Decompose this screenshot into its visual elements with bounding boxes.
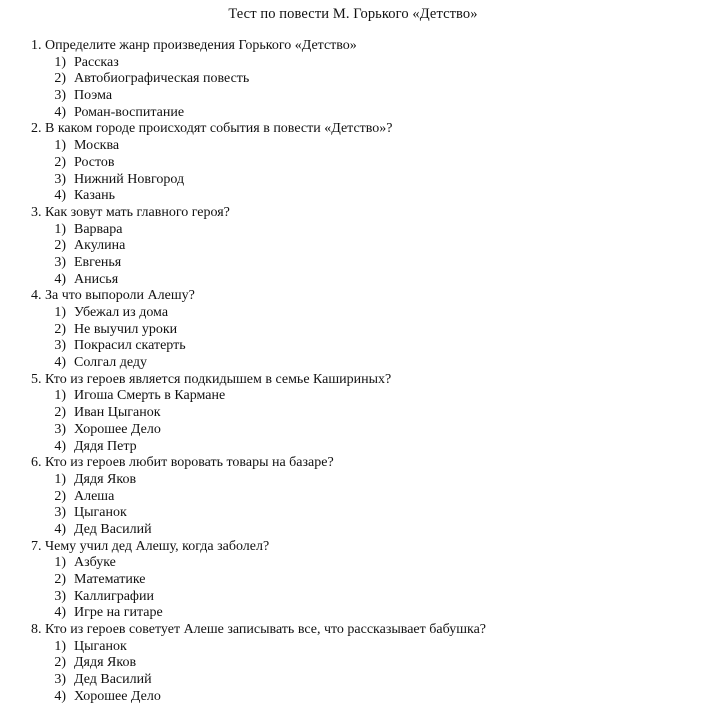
answer-list: [31, 472, 686, 539]
answer-option: [31, 71, 686, 88]
question-text: 2. В каком городе происходят события в повести «Детство»?: [31, 121, 393, 137]
answer-number: 4): [54, 605, 66, 621]
answer-option: [31, 88, 686, 105]
answer-option: [31, 489, 686, 506]
question-item: [31, 121, 686, 204]
question-text: 3. Как зовут мать главного героя?: [31, 204, 230, 220]
question-item: [31, 372, 686, 455]
answer-number: 3): [54, 588, 66, 604]
answer-text: Алеша: [74, 488, 115, 504]
question-item: [31, 205, 686, 288]
answer-number: 4): [54, 521, 66, 537]
answer-number: 1): [54, 555, 66, 571]
answer-option: [31, 222, 686, 239]
answer-number: 3): [54, 88, 66, 104]
answer-text: Игре на гитаре: [74, 605, 163, 621]
answer-list: [31, 305, 686, 372]
answer-number: 3): [54, 672, 66, 688]
answer-option: [31, 672, 686, 689]
answer-list: [31, 388, 686, 455]
answer-text: Математике: [74, 572, 146, 587]
question-item: [31, 455, 686, 538]
answer-option: [31, 172, 686, 189]
answer-number: 4): [54, 688, 66, 704]
answer-text: Солгал деду: [74, 355, 147, 371]
answer-option: [31, 305, 686, 322]
answer-number: 2): [54, 238, 66, 254]
answer-number: 3): [54, 171, 66, 187]
question-text: 8. Кто из героев советует Алеше записывать все, что рассказывает бабушка?: [31, 622, 486, 638]
answer-text: Варвара: [74, 221, 123, 237]
answer-option: [31, 355, 686, 372]
answer-number: 1): [54, 388, 66, 404]
answer-option: [31, 422, 686, 439]
answer-option: [31, 439, 686, 456]
answer-option: [31, 188, 686, 205]
answer-number: 1): [54, 221, 66, 237]
answer-option: [31, 605, 686, 622]
answer-text: Ростов: [74, 154, 115, 170]
answer-text: Каллиграфии: [74, 588, 154, 604]
answer-option: [31, 639, 686, 656]
question-text: 6. Кто из героев любит воровать товары на базаре?: [31, 455, 334, 471]
answer-text: Евгенья: [74, 254, 122, 270]
question-text: 4. За что выпороли Алешу?: [31, 288, 195, 304]
answer-number: 2): [54, 71, 66, 87]
answer-text: Не выучил уроки: [74, 321, 178, 337]
answer-text: Дядя Петр: [74, 438, 137, 454]
answer-option: [31, 322, 686, 339]
answer-text: Убежал из дома: [74, 305, 169, 320]
answer-number: 1): [54, 305, 66, 320]
answer-number: 4): [54, 438, 66, 454]
answer-text: Цыганок: [74, 505, 127, 521]
answer-text: Москва: [74, 138, 120, 154]
answer-list: [31, 639, 686, 706]
answer-number: 4): [54, 271, 66, 287]
answer-text: Иван Цыганок: [74, 405, 161, 421]
answer-number: 3): [54, 338, 66, 354]
answer-text: Дядя Яков: [74, 471, 137, 487]
answer-text: Казань: [74, 188, 115, 204]
answer-text: Покрасил скатерть: [74, 338, 186, 354]
answer-option: [31, 155, 686, 172]
answer-text: Рассказ: [74, 54, 119, 70]
answer-number: 2): [54, 572, 66, 587]
answer-number: 2): [54, 154, 66, 170]
document-title: Тест по повести М. Горького «Детство»: [228, 6, 478, 22]
answer-number: 2): [54, 488, 66, 504]
answer-option: [31, 138, 686, 155]
answer-text: Автобиографическая повесть: [74, 71, 250, 87]
answer-text: Роман-воспитание: [74, 104, 185, 120]
answer-text: Игоша Смерть в Кармане: [74, 388, 226, 404]
answer-number: 3): [54, 421, 66, 437]
answer-option: [31, 655, 686, 672]
answer-text: Цыганок: [74, 638, 127, 654]
answer-text: Нижний Новгород: [74, 171, 185, 187]
answer-number: 1): [54, 638, 66, 654]
answer-text: Акулина: [74, 238, 126, 254]
answer-number: 1): [54, 138, 66, 154]
answer-option: [31, 689, 686, 706]
answer-number: 3): [54, 254, 66, 270]
answer-option: [31, 472, 686, 489]
answer-text: Дед Василий: [74, 521, 152, 537]
question-text: 5. Кто из героев является подкидышем в семье Кашириных?: [31, 371, 392, 387]
answer-number: 2): [54, 405, 66, 421]
answer-list: [31, 138, 686, 205]
answer-text: Дед Василий: [74, 672, 152, 688]
answer-option: [31, 555, 686, 572]
answer-number: 1): [54, 471, 66, 487]
answer-number: 4): [54, 355, 66, 371]
answer-text: Поэма: [74, 88, 113, 104]
answer-option: [31, 405, 686, 422]
answer-option: [31, 388, 686, 405]
answer-number: 3): [54, 505, 66, 521]
answer-number: 2): [54, 321, 66, 337]
answer-option: [31, 238, 686, 255]
answer-option: [31, 572, 686, 589]
answer-text: Азбуке: [74, 555, 116, 571]
answer-number: 4): [54, 188, 66, 204]
answer-option: [31, 105, 686, 122]
answer-option: [31, 272, 686, 289]
answer-option: [31, 255, 686, 272]
answer-text: Дядя Яков: [74, 655, 137, 671]
answer-option: [31, 589, 686, 606]
answer-text: Хорошее Дело: [74, 688, 161, 704]
answer-list: [31, 222, 686, 289]
question-list: [31, 38, 686, 706]
answer-list: [31, 555, 686, 622]
question-item: [31, 38, 686, 121]
answer-option: [31, 505, 686, 522]
question-text: 7. Чему учил дед Алешу, когда заболел?: [31, 538, 270, 554]
answer-list: [31, 55, 686, 122]
question-item: [31, 288, 686, 371]
answer-option: [31, 55, 686, 72]
answer-option: [31, 522, 686, 539]
answer-number: 1): [54, 54, 66, 70]
question-text: 1. Определите жанр произведения Горького «Детство»: [31, 38, 357, 53]
answer-number: 2): [54, 655, 66, 671]
question-item: [31, 539, 686, 622]
question-item: [31, 622, 686, 705]
answer-text: Хорошее Дело: [74, 421, 161, 437]
answer-text: Анисья: [74, 271, 119, 287]
answer-option: [31, 338, 686, 355]
answer-number: 4): [54, 104, 66, 120]
